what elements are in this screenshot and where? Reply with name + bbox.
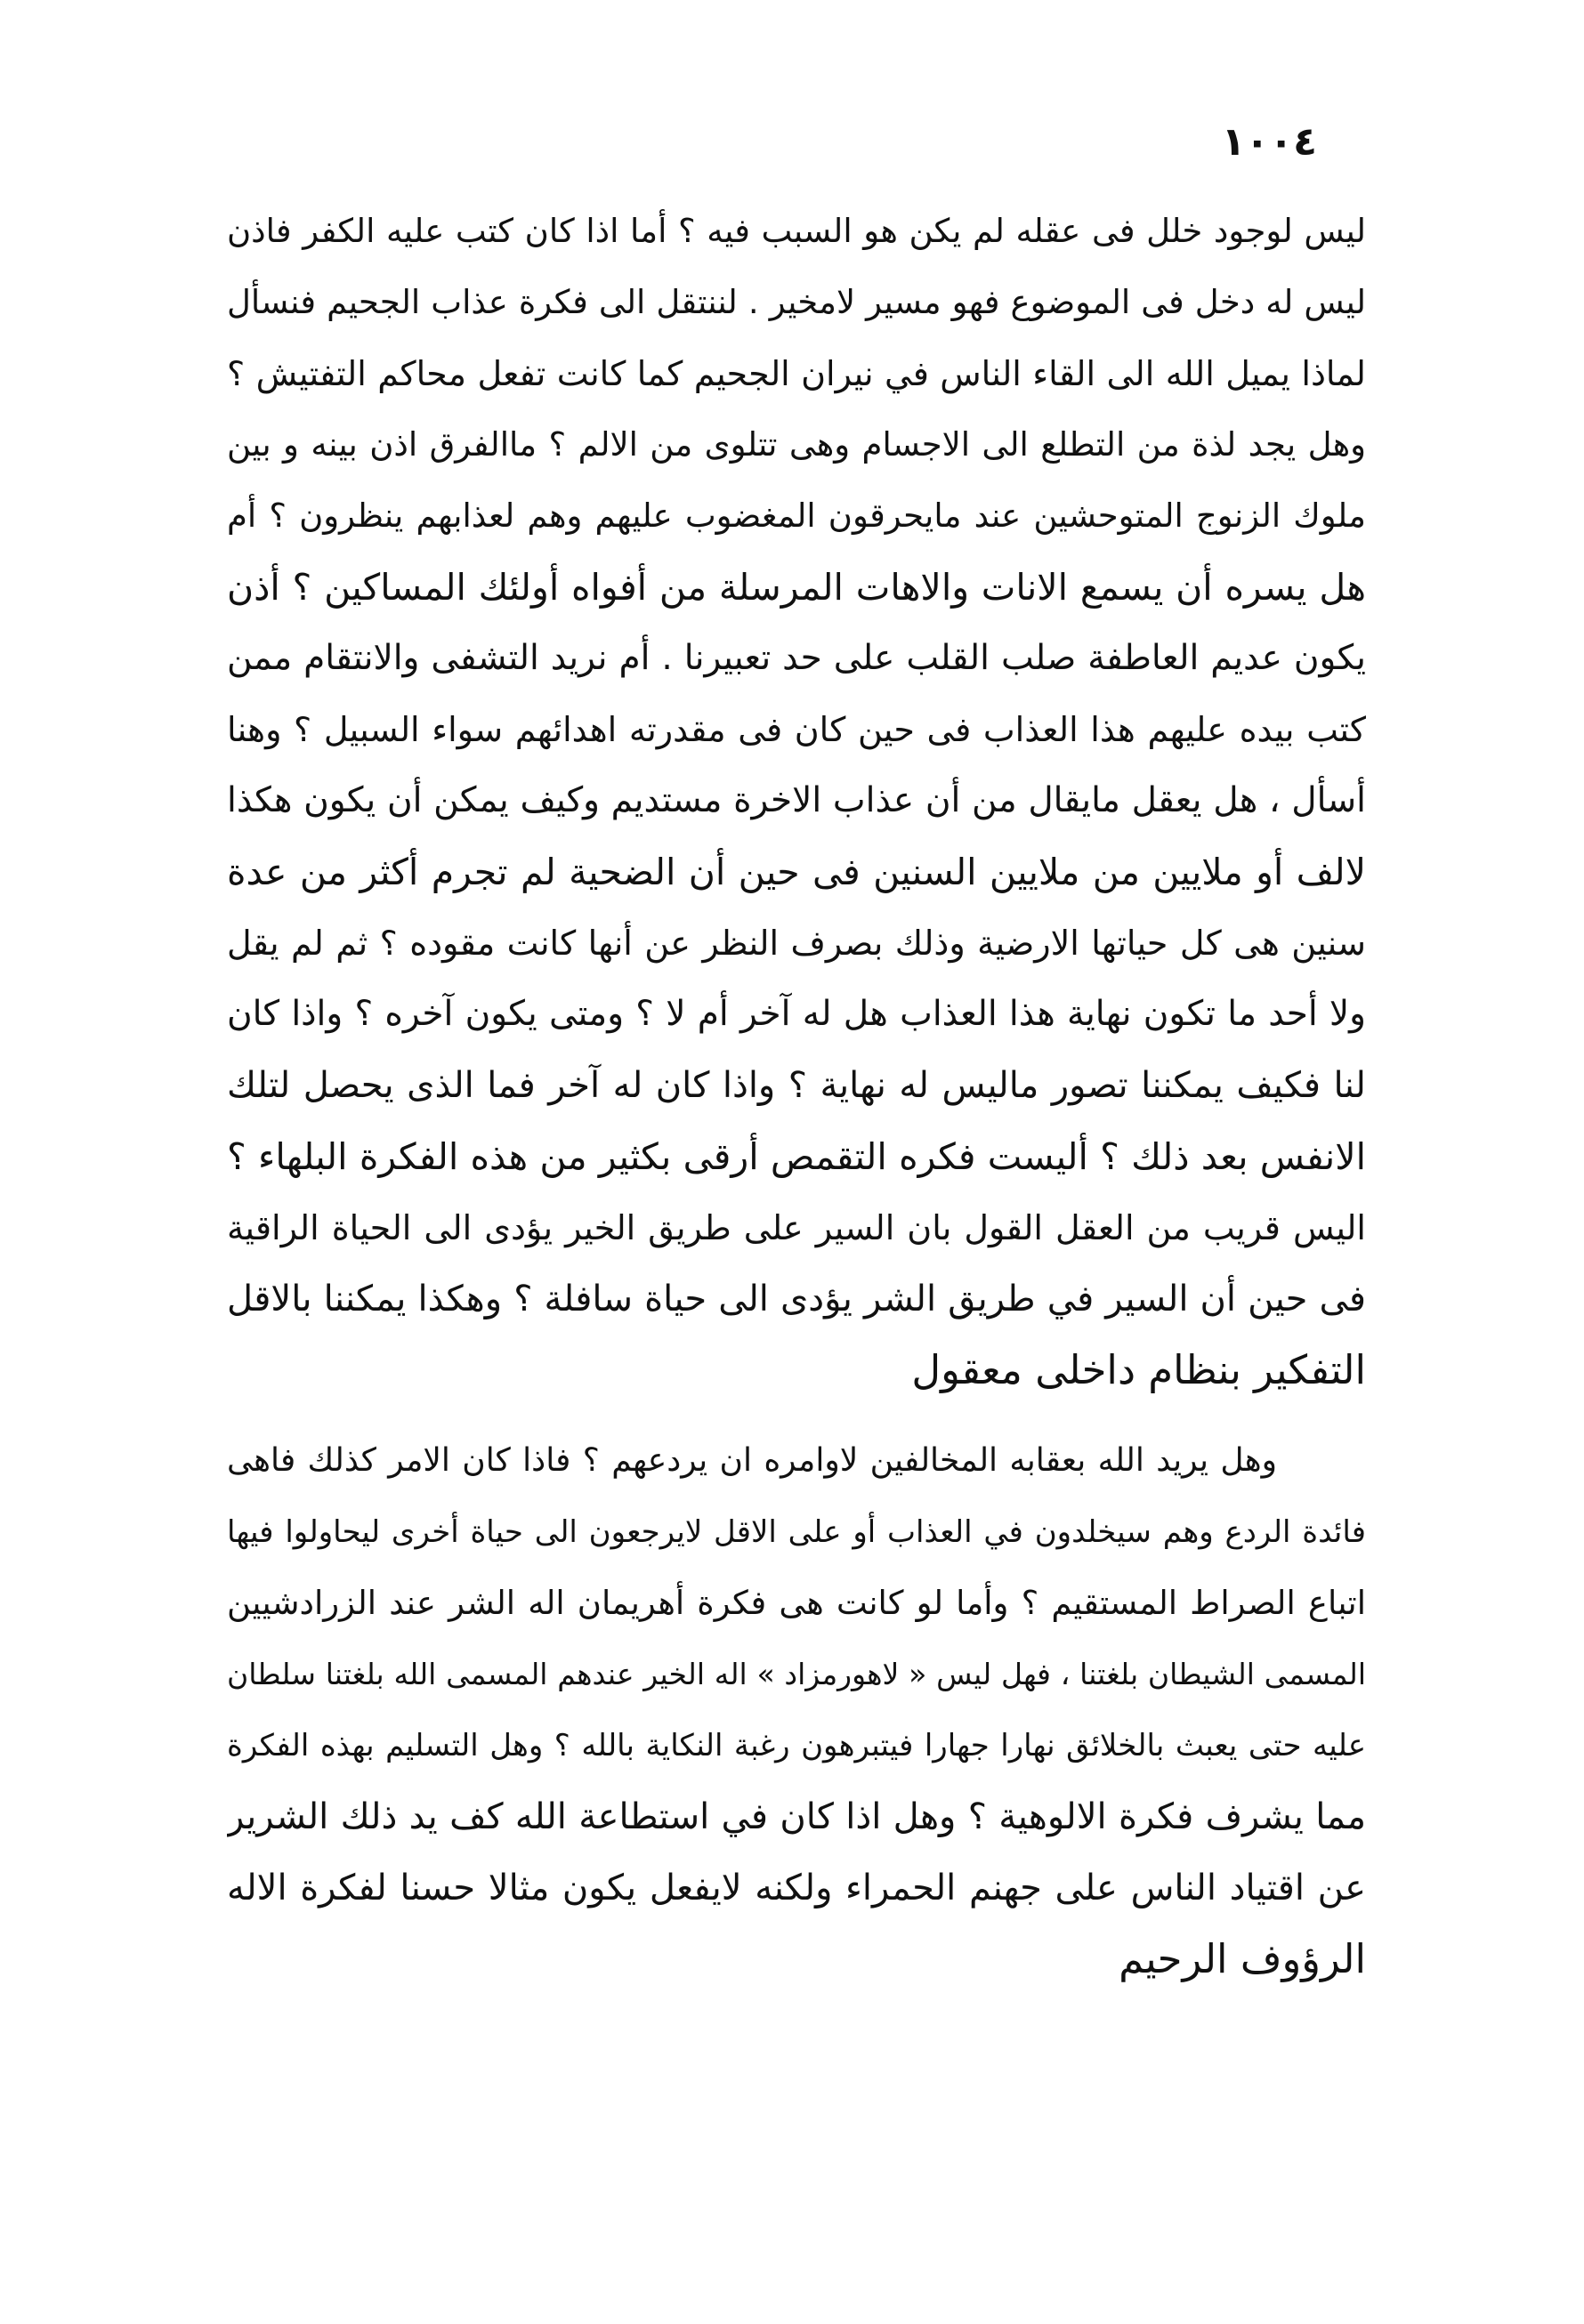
body-text (227, 196, 1366, 1995)
text-line: فائدة الردع وهم سيخلدون في العذاب أو على الاقل لايرجعون الى حياة أخرى ليحاولوا فيها (227, 1514, 1366, 1550)
text-line: مما يشرف فكرة الالوهية ؟ وهل اذا كان في استطاعة الله كف يد ذلك الشرير (227, 1796, 1366, 1837)
text-line: ليس له دخل فى الموضوع فهو مسير لامخير . لننتقل الى فكرة عذاب الجحيم فنسأل (227, 283, 1366, 321)
text-line: فى حين أن السير في طريق الشر يؤدى الى حياة سافلة ؟ وهكذا يمكننا بالاقل (227, 1279, 1366, 1319)
text-line: التفكير بنظام داخلى معقول (911, 1346, 1366, 1393)
text-line: كتب بيده عليهم هذا العذاب فى حين كان فى مقدرته اهدائهم سواء السبيل ؟ وهنا (227, 710, 1366, 749)
text-line: اتباع الصراط المستقيم ؟ وأما لو كانت هى فكرة أهريمان اله الشر عند الزرادشيين (227, 1584, 1366, 1622)
text-line: يكون عديم العاطفة صلب القلب على حد تعبيرنا . أم نريد التشفى والانتقام ممن (227, 638, 1366, 678)
text-line: أسأل ، هل يعقل مايقال من أن عذاب الاخرة مستديم وكيف يمكن أن يكون هكذا (227, 780, 1366, 820)
paragraph-2 (227, 1425, 1366, 1995)
text-line: لنا فكيف يمكننا تصور ماليس له نهاية ؟ واذا كان له آخر فما الذى يحصل لتلك (227, 1065, 1366, 1106)
text-line: اليس قريب من العقل القول بان السير على طريق الخير يؤدى الى الحياة الراقية (227, 1208, 1366, 1247)
page-number: ١٠٠٤ (1221, 119, 1317, 165)
text-line: عن اقتياد الناس على جهنم الحمراء ولكنه لايفعل يكون مثالا حسنا لفكرة الاله (227, 1868, 1366, 1908)
text-line: ملوك الزنوج المتوحشين عند مايحرقون المغضوب عليهم وهم لعذابهم ينظرون ؟ أم (227, 496, 1366, 535)
text-line: هل يسره أن يسمع الانات والاهات المرسلة من أفواه أولئك المساكين ؟ أذن (227, 566, 1366, 609)
text-line: سنين هى كل حياتها الارضية وذلك بصرف النظر عن أنها كانت مقوده ؟ ثم لم يقل (227, 924, 1366, 963)
text-line: المسمى الشيطان بلغتنا ، فهل ليس « لاهورمزاد » اله الخير عندهم المسمى الله بلغتنا سلطان (227, 1657, 1366, 1691)
text-line: الرؤوف الرحيم (1119, 1935, 1366, 1982)
text-line: وهل يجد لذة من التطلع الى الاجسام وهى تتلوى من الالم ؟ ماالفرق اذن بينه و بين (227, 425, 1366, 464)
text-line: الانفس بعد ذلك ؟ أليست فكره التقمص أرقى بكثير من هذه الفكرة البلهاء ؟ (227, 1135, 1366, 1178)
paragraph-1 (227, 196, 1366, 1406)
text-line: ولا أحد ما تكون نهاية هذا العذاب هل له آخر أم لا ؟ ومتى يكون آخره ؟ واذا كان (227, 994, 1366, 1034)
text-line: وهل يريد الله بعقابه المخالفين لاوامره ان يردعهم ؟ فاذا كان الامر كذلك فاهى (227, 1442, 1277, 1479)
text-line: لالف أو ملايين من ملايين السنين فى حين أن الضحية لم تجرم أكثر من عدة (227, 851, 1366, 893)
text-line: عليه حتى يعبث بالخلائق نهارا جهارا فيتبرهون رغبة النكاية بالله ؟ وهل التسليم بهذه الفكرة (227, 1728, 1366, 1763)
text-line: ليس لوجود خلل فى عقله لم يكن هو السبب فيه ؟ أما اذا كان كتب عليه الكفر فاذن (227, 212, 1366, 250)
text-line: لماذا يميل الله الى القاء الناس في نيران الجحيم كما كانت تفعل محاكم التفتيش ؟ (227, 354, 1366, 393)
